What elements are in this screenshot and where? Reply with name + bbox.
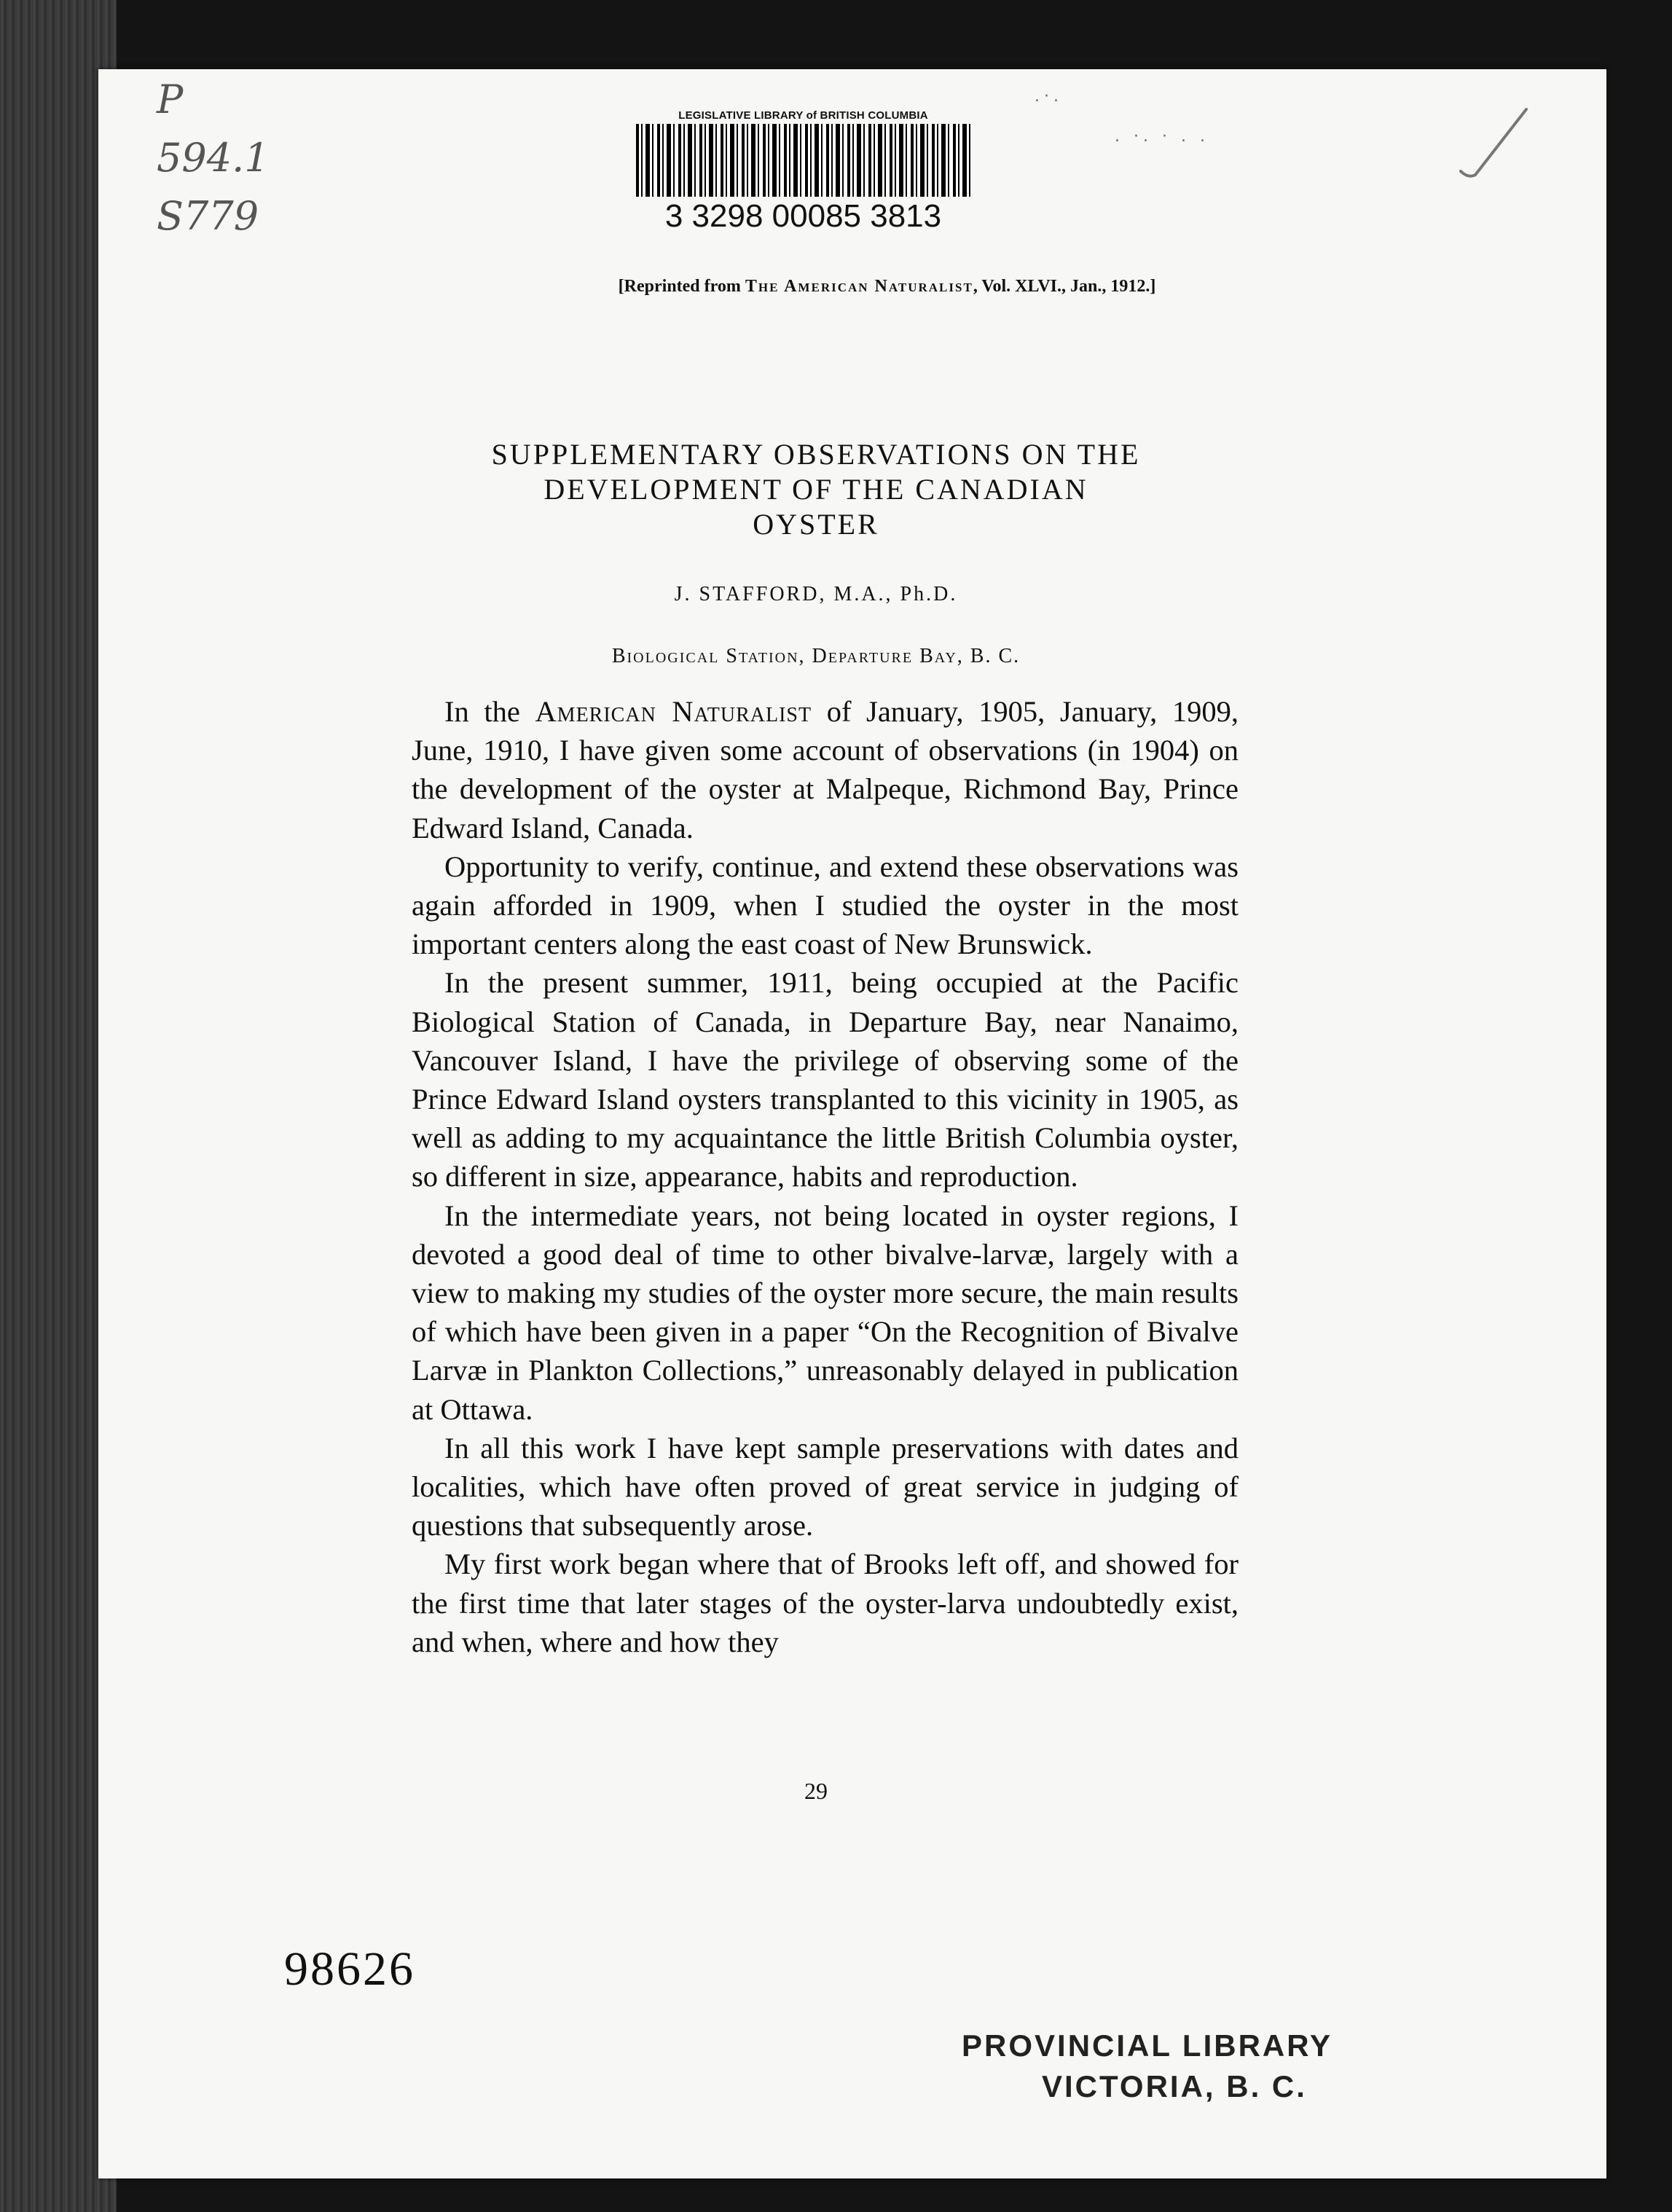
paragraph: In the intermediate years, not being located in oyster regions, I devoted a good deal of time to other bivalve-larvæ, largely with a view to making my studies of the oyster more secure, the main results of which have been given in a paper “On the Recognition of Bivalve Larvæ in Plankton Collections,” unreasonably delayed in publication at Ottawa. bbox=[412, 1199, 1239, 1426]
article-title bbox=[393, 437, 1239, 542]
accession-number: 98626 bbox=[284, 1942, 415, 1996]
barcode-library-name: LEGISLATIVE LIBRARY of BRITISH COLUMBIA bbox=[678, 109, 928, 122]
paragraph: In all this work I have kept sample preservations with dates and localities, which have often proved of great service in judging of questions that subsequently arose. bbox=[412, 1431, 1239, 1542]
library-stamp bbox=[962, 2025, 1399, 2107]
page-number: 29 bbox=[804, 1778, 828, 1804]
paragraph: My first work began where that of Brooks left off, and showed for the first time that later stages of the oyster-larva undoubtedly exist, and when, where and how they bbox=[412, 1548, 1239, 1658]
library-barcode bbox=[634, 109, 973, 235]
stamp-line: PROVINCIAL LIBRARY bbox=[962, 2028, 1333, 2063]
pencil-checkmark-icon bbox=[1457, 102, 1537, 182]
stamp-line: VICTORIA, B. C. bbox=[1042, 2069, 1307, 2103]
reprint-prefix: [Reprinted from bbox=[618, 277, 741, 296]
journal-name: American Naturalist bbox=[535, 695, 812, 728]
call-number-line: 594.1 bbox=[157, 135, 270, 181]
paragraph-lead: In the bbox=[444, 695, 520, 728]
reprint-journal: The American Naturalist bbox=[745, 277, 973, 296]
barcode-number: 3 3298 00085 3813 bbox=[664, 198, 942, 234]
call-number-line: S779 bbox=[157, 193, 259, 239]
reprint-notice bbox=[0, 277, 1672, 297]
author-line: J. STAFFORD, M.A., Ph.D. bbox=[674, 583, 958, 605]
title-line: DEVELOPMENT OF THE CANADIAN bbox=[543, 473, 1088, 506]
title-line: SUPPLEMENTARY OBSERVATIONS ON THE bbox=[491, 438, 1141, 471]
paragraph-text: of January, 1905, January, 1909, June, 1910, I have given some account of observations (in 1904) on the development of the oyster at Malpeque, Richmond Bay, Prince Edward Island, Canada. bbox=[412, 695, 1239, 844]
scan-speck: . ·. · . . bbox=[1115, 128, 1209, 146]
affiliation-line: Biological Station, Departure Bay, B. C. bbox=[611, 645, 1021, 667]
scan-speck: .·. bbox=[1035, 87, 1063, 106]
reprint-suffix: , Vol. XLVI., Jan., 1912.] bbox=[973, 277, 1156, 296]
paragraph: Opportunity to verify, continue, and extend these observations was again afforded in 1909, when I studied the oyster in the most important centers along the east coast of New Brunswick. bbox=[412, 850, 1239, 961]
call-number-line: P bbox=[157, 77, 184, 122]
paragraph bbox=[412, 692, 1239, 847]
barcode-icon bbox=[636, 124, 971, 197]
title-line: OYSTER bbox=[753, 508, 879, 541]
paragraph: In the present summer, 1911, being occupied at the Pacific Biological Station of Canada, in Departure Bay, near Nanaimo, Vancouver Island, I have the privilege of observing some of the Prince Edward Island oysters transplanted to this vicinity in 1905, as well as adding to my acquaintance the little British Columbia oyster, so different in size, appearance, habits and reproduction. bbox=[412, 966, 1239, 1193]
article-body bbox=[412, 692, 1239, 1661]
